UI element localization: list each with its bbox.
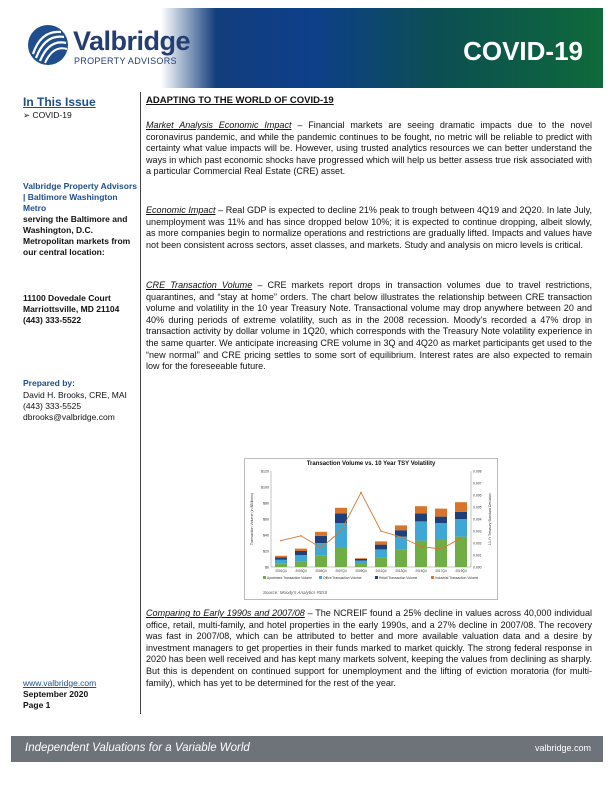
x-tick-label: 2009Q4 <box>355 569 367 573</box>
y-tick-label: $0 <box>265 565 269 570</box>
transaction-volume-chart <box>244 458 498 600</box>
bar-industrial-transaction-volume <box>435 509 447 517</box>
bar-retail-transaction-volume <box>415 513 427 521</box>
legend-swatch <box>263 576 266 579</box>
x-tick-label: 2005Q4 <box>315 569 327 573</box>
valbridge-logo <box>27 24 191 76</box>
bar-apartment-transaction-volume <box>455 537 467 567</box>
bar-office-transaction-volume <box>435 523 447 539</box>
paragraph-lead: CRE Transaction Volume <box>146 280 253 290</box>
y2-tick-label: 0.002 <box>473 541 482 546</box>
volatility-point <box>400 536 402 538</box>
y-tick-label: $60 <box>263 517 269 522</box>
y2-axis-label: 10-Yr Treasury Standard Deviation <box>488 492 492 546</box>
bar-apartment-transaction-volume <box>375 557 387 567</box>
bar-apartment-transaction-volume <box>275 564 287 567</box>
bar-retail-transaction-volume <box>295 551 307 555</box>
bar-office-transaction-volume <box>455 519 467 537</box>
paragraph-cre-volume <box>146 280 592 373</box>
footer-website[interactable]: valbridge.com <box>534 743 591 753</box>
x-tick-label: 2017Q4 <box>435 569 447 573</box>
bar-apartment-transaction-volume <box>435 539 447 567</box>
page-number: Page 1 <box>23 700 51 710</box>
office-name: Valbridge Property Advisors | Baltimore Washington Metro <box>23 181 137 213</box>
bar-retail-transaction-volume <box>275 557 287 559</box>
bar-industrial-transaction-volume <box>315 532 327 536</box>
bar-office-transaction-volume <box>415 521 427 540</box>
footer-tagline: Independent Valuations for a Variable World <box>25 742 250 754</box>
bar-retail-transaction-volume <box>335 513 347 523</box>
legend-entry: Office Transaction Volume <box>323 576 362 580</box>
paragraph-text: – The NCREIF found a 25% decline in values across 40,000 individual office, retail, multi-family, and hotel properties in the early 1990s, and a 27% decline in 2007/08. The recovery was fast in 2007/08, which can be attributed to better and more available valuation data and a desire by investment managers to get properties in their funds marked to market quickly. The strong federal response in 2020 has been well received and has kept many markets solvent, keeping the values from declining as sharply. But this is dependent on continued support for unemployment and the lifting of eviction moratoria (for multi-family), which has yet to be determined for the rest of the year. <box>146 608 592 688</box>
bar-office-transaction-volume <box>375 549 387 557</box>
paragraph-comparison <box>146 608 592 689</box>
address-line1: 11100 Dovedale Court <box>23 293 111 303</box>
bar-apartment-transaction-volume <box>315 556 327 567</box>
office-phone: (443) 333-5522 <box>23 315 82 325</box>
paragraph-economic-impact <box>146 205 592 251</box>
y-tick-label: $80 <box>263 501 269 506</box>
y-tick-label: $40 <box>263 533 269 538</box>
page-footer <box>11 736 603 762</box>
legend-swatch <box>319 576 322 579</box>
paragraph-text: – CRE markets report drops in transaction volumes due to travel restrictions, quarantines, and “stay at home” orders. The chart below illustrates the relationship between CRE transaction volume and volatility in the 10 year Treasury Note. Transactional volume may drop anywhere between 20 and 40% during periods of extreme volatility, such as in the 2008 recession. Moody’s recorded a 47% drop in transaction activity by dollar volume in 1Q20, which corresponds with the Treasury Note volatility experience in the same quarter. We anticipate increasing CRE volume in 3Q and 4Q20 as market participants get used to the “new normal” and CRE pricing settles to some sort of equilibrium. Interest rates are also expected to remain low for the foreseeable future. <box>146 280 592 372</box>
y-tick-label: $20 <box>263 549 269 554</box>
bar-apartment-transaction-volume <box>295 561 307 567</box>
y2-tick-label: 0.000 <box>473 565 482 570</box>
preparer-name: David H. Brooks, CRE, MAI <box>23 390 127 400</box>
paragraph-text: – Financial markets are seeing dramatic impacts due to the novel coronavirus pandemic, and while the pandemic continues to be fought, no metric will be reliable to predict with certainty what value impacts will be. However, using trusted analytics resources we can better understand the ways in which past economic shocks have progressed which will help us better assess true risk associated with a particular Commercial Real Estate (CRE) asset. <box>146 120 592 177</box>
office-description: serving the Baltimore and Washington, D.C. Metropolitan markets from our central location: <box>23 214 131 257</box>
bar-retail-transaction-volume <box>455 512 467 519</box>
legend-entry: Retail Transaction Volume <box>379 576 418 580</box>
bar-retail-transaction-volume <box>315 536 327 543</box>
paragraph-text: – Real GDP is expected to decline 21% peak to trough between 4Q19 and 2Q20. In late July, unemployment was 11% and has since dropped below 10%; it is expected to continue dropping, albeit slowly, as more companies begin to normalize operations and restrictions are gradually lifted. Impacts and values have not been consistent across sectors, asset classes, and markets. Study and analysis on micro levels is critical. <box>146 205 592 250</box>
volatility-point <box>300 535 302 537</box>
volatility-point <box>380 530 382 532</box>
volatility-point <box>460 537 462 539</box>
y-axis-label: Transaction Volume (in $Billions) <box>250 492 254 546</box>
globe-icon <box>27 24 69 66</box>
legend-swatch <box>375 576 378 579</box>
bar-industrial-transaction-volume <box>455 502 467 512</box>
x-tick-label: 2011Q4 <box>375 569 387 573</box>
header-title: COVID-19 <box>463 36 583 66</box>
preparer-email[interactable]: dbrooks@valbridge.com <box>23 412 115 422</box>
x-tick-label: 2001Q4 <box>275 569 287 573</box>
y2-tick-label: 0.007 <box>473 481 482 486</box>
y2-tick-label: 0.001 <box>473 553 482 558</box>
preparer-phone: (443) 333-5525 <box>23 401 82 411</box>
logo-subtitle: PROPERTY ADVISORS <box>74 56 177 66</box>
paragraph-lead: Economic Impact <box>146 205 216 215</box>
bar-office-transaction-volume <box>295 555 307 561</box>
bar-industrial-transaction-volume <box>375 541 387 544</box>
address-line2: Marriottsville, MD 21104 <box>23 304 120 314</box>
volatility-point <box>320 547 322 549</box>
x-tick-label: 2013Q4 <box>395 569 407 573</box>
paragraph-lead: Market Analysis Economic Impact <box>146 120 292 130</box>
chart-title: Transaction Volume vs. 10 Year TSY Volatility <box>306 461 436 467</box>
bar-industrial-transaction-volume <box>395 525 407 530</box>
website-link[interactable]: www.valbridge.com <box>23 678 97 688</box>
bar-industrial-transaction-volume <box>415 506 427 513</box>
issue-item-covid: ➢ COVID-19 <box>23 110 72 120</box>
x-tick-label: 2003Q4 <box>295 569 307 573</box>
legend-swatch <box>431 576 434 579</box>
bar-apartment-transaction-volume <box>335 547 347 567</box>
y2-tick-label: 0.004 <box>473 517 482 522</box>
volatility-point <box>440 548 442 550</box>
y2-tick-label: 0.006 <box>473 493 482 498</box>
prepared-by-label: Prepared by: <box>23 378 75 388</box>
bar-industrial-transaction-volume <box>275 556 287 558</box>
bar-industrial-transaction-volume <box>355 558 367 559</box>
page-header <box>11 8 603 88</box>
bar-industrial-transaction-volume <box>295 549 307 551</box>
x-tick-label: 2019Q4 <box>455 569 467 573</box>
x-tick-label: 2007Q4 <box>335 569 347 573</box>
bar-office-transaction-volume <box>355 561 367 563</box>
bar-office-transaction-volume <box>275 560 287 564</box>
article-title: ADAPTING TO THE WORLD OF COVID-19 <box>146 95 334 106</box>
bar-retail-transaction-volume <box>435 517 447 523</box>
issue-date: September 2020 <box>23 689 89 699</box>
paragraph-lead: Comparing to Early 1990s and 2007/08 <box>146 608 305 618</box>
logo-name: Valbridge <box>73 26 191 56</box>
paragraph-market-analysis <box>146 120 592 178</box>
volatility-point <box>420 546 422 548</box>
bar-apartment-transaction-volume <box>355 563 367 567</box>
bar-retail-transaction-volume <box>375 545 387 550</box>
y2-tick-label: 0.008 <box>473 469 482 474</box>
legend-entry: Apartment Transaction Volume <box>267 576 313 580</box>
volatility-point <box>280 540 282 542</box>
in-this-issue-heading: In This Issue <box>23 95 96 109</box>
y-tick-label: $100 <box>261 485 269 490</box>
column-divider <box>140 92 141 714</box>
chart-svg <box>245 459 497 591</box>
y2-tick-label: 0.005 <box>473 505 482 510</box>
bar-industrial-transaction-volume <box>335 508 347 514</box>
y2-tick-label: 0.003 <box>473 529 482 534</box>
bar-retail-transaction-volume <box>355 559 367 561</box>
volatility-point <box>360 492 362 494</box>
legend-entry: Industrial Transaction Volume <box>435 576 479 580</box>
x-tick-label: 2015Q4 <box>415 569 427 573</box>
chart-source: Source: Moody’s Analytics REIS <box>263 590 328 595</box>
y-tick-label: $120 <box>261 469 269 474</box>
volatility-point <box>340 530 342 532</box>
volatility-line <box>281 493 461 549</box>
bar-apartment-transaction-volume <box>395 549 407 567</box>
